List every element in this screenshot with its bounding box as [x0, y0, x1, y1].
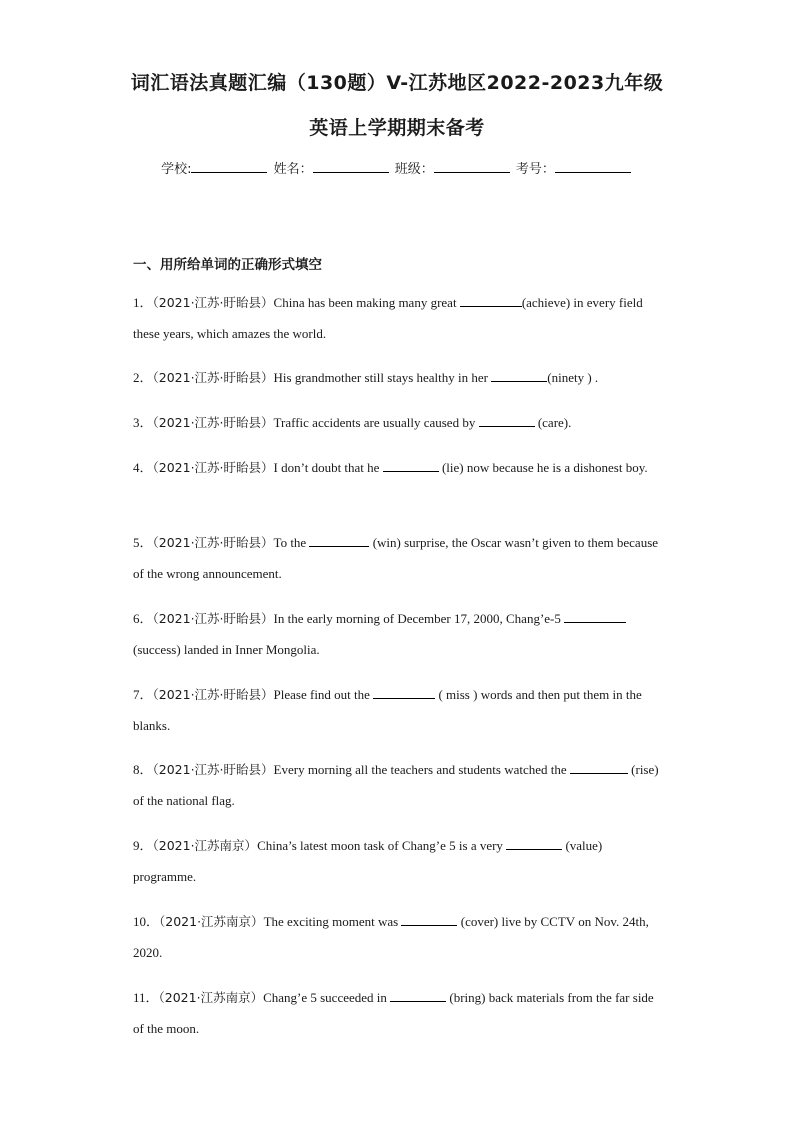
answer-blank[interactable]: [373, 685, 435, 699]
student-info: [0, 158, 794, 177]
answer-blank[interactable]: [570, 760, 628, 774]
question-6: 6．（2021·江苏·盱眙县）In the early morning of December 17, 2000, Chang’e-5 (success) landed in Inner Mongolia.: [133, 603, 661, 665]
question-9: 9．（2021·江苏南京）China’s latest moon task of Chang’e 5 is a very (value) programme.: [133, 838, 603, 884]
answer-blank[interactable]: [506, 836, 562, 850]
question-2: 2．（2021·江苏·盱眙县）His grandmother still stays healthy in her (ninety ) .: [133, 370, 599, 385]
question-8: 8．（2021·江苏·盱眙县）Every morning all the teachers and students watched the (rise) of the national flag.: [133, 762, 659, 808]
question-1: 1．（2021·江苏·盱眙县）China has been making many great (achieve) in every field these years, which amazes the world.: [133, 295, 643, 341]
question-10: 10．（2021·江苏南京）The exciting moment was (cover) live by CCTV on Nov. 24th, 2020.: [133, 914, 649, 960]
exam-number-field: 考号：: [516, 158, 633, 177]
answer-blank[interactable]: [564, 609, 626, 623]
name-field: 姓名：: [274, 158, 391, 177]
class-field: 班级：: [395, 158, 512, 177]
question-4: 4．（2021·江苏·盱眙县）I don’t doubt that he (lie) now because he is a dishonest boy.: [133, 460, 648, 475]
answer-blank[interactable]: [383, 458, 439, 472]
question-11: 11．（2021·江苏南京）Chang’e 5 succeeded in (bring) back materials from the far side of the moon.: [133, 990, 654, 1036]
answer-blank[interactable]: [309, 533, 369, 547]
answer-blank[interactable]: [401, 912, 457, 926]
question-7: 7．（2021·江苏·盱眙县）Please find out the ( miss ) words and then put them in the blanks.: [133, 687, 642, 733]
school-field: 学校:: [161, 158, 269, 177]
answer-blank[interactable]: [479, 413, 535, 427]
school-blank[interactable]: [191, 160, 267, 173]
answer-blank[interactable]: [460, 293, 522, 307]
exam-number-blank[interactable]: [555, 160, 631, 173]
name-blank[interactable]: [313, 160, 389, 173]
section-title: 一、用所给单词的正确形式填空: [133, 257, 322, 273]
question-5: 5．（2021·江苏·盱眙县）To the (win) surprise, the Oscar wasn’t given to them because of the wrong announcement.: [133, 535, 659, 581]
question-3: 3．（2021·江苏·盱眙县）Traffic accidents are usually caused by (care).: [133, 415, 572, 430]
class-blank[interactable]: [434, 160, 510, 173]
answer-blank[interactable]: [491, 368, 547, 382]
page-title: 词汇语法真题汇编（130题）V-江苏地区2022-2023九年级: [130, 72, 664, 94]
page-subtitle: 英语上学期期末备考: [309, 117, 485, 139]
answer-blank[interactable]: [390, 988, 446, 1002]
